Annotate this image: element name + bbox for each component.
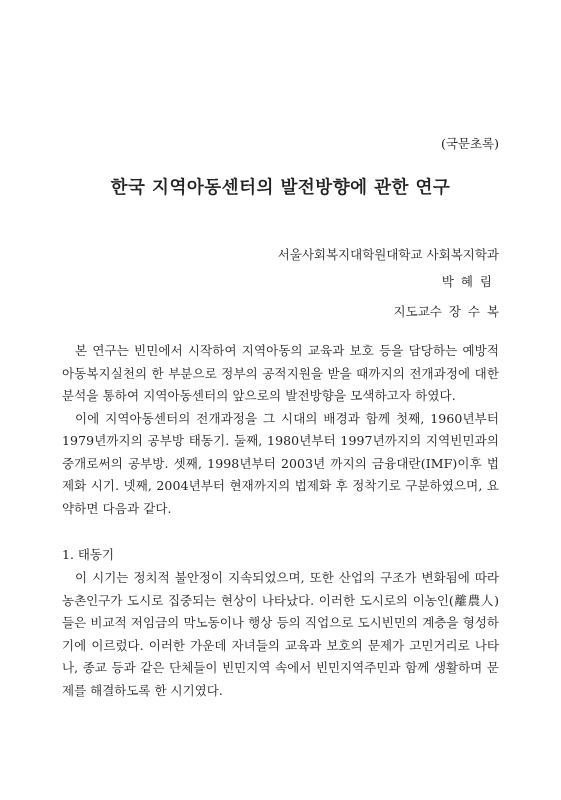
advisor-line: 지도교수 장 수 복 [393, 304, 499, 319]
section-body [62, 567, 499, 702]
author-name: 박혜림 [441, 274, 499, 289]
paper-title: 한국 지역아동센터의 발전방향에 관한 연구 [110, 178, 451, 198]
section-paragraph: 이 시기는 정치적 불안정이 지속되었으며, 또한 산업의 구조가 변화됨에 따라 농촌인구가 도시로 집중되는 현상이 나타났다. 이러한 도시로의 이농인(離農人)들은 비교적 저임금의 막노동이나 행상 등의 직업으로 도시빈민의 계층을 형성하기에 이르렀다. 이러한 가운데 자녀들의 교육과 보호의 문제가 고민거리로 나타나, 종교 등과 같은 단체들이 빈민지역 속에서 빈민지역주민과 함께 생활하며 문제를 해결하도록 한 시기였다. [62, 570, 499, 698]
abstract-type-label: (국문초록) [440, 136, 499, 151]
abstract-body [62, 340, 499, 520]
abstract-paragraph-2: 이에 지역아동센터의 전개과정을 그 시대의 배경과 함께 첫째, 1960년부터 1979년까지의 공부방 태동기. 둘째, 1980년부터 1997년까지의 지역빈민과의 중개로써의 공부방. 셋째, 1998년부터 2003년 까지의 금융대란(IMF)이후 법제화 시기. 넷째, 2004년부터 현재까지의 법제화 후 정착기로 구분하였으며, 요약하면 다음과 같다. [62, 410, 499, 516]
abstract-paragraph-1: 본 연구는 빈민에서 시작하여 지역아동의 교육과 보호 등을 담당하는 예방적 아동복지실천의 한 부분으로 정부의 공적지원을 받을 때까지의 전개과정에 대한 분석을 통하여 지역아동센터의 앞으로의 발전방향을 모색하고자 하였다. [62, 343, 499, 403]
author-affiliation: 서울사회복지대학원대학교 사회복지학과 [277, 247, 499, 262]
section-heading: 1. 태동기 [62, 547, 115, 562]
